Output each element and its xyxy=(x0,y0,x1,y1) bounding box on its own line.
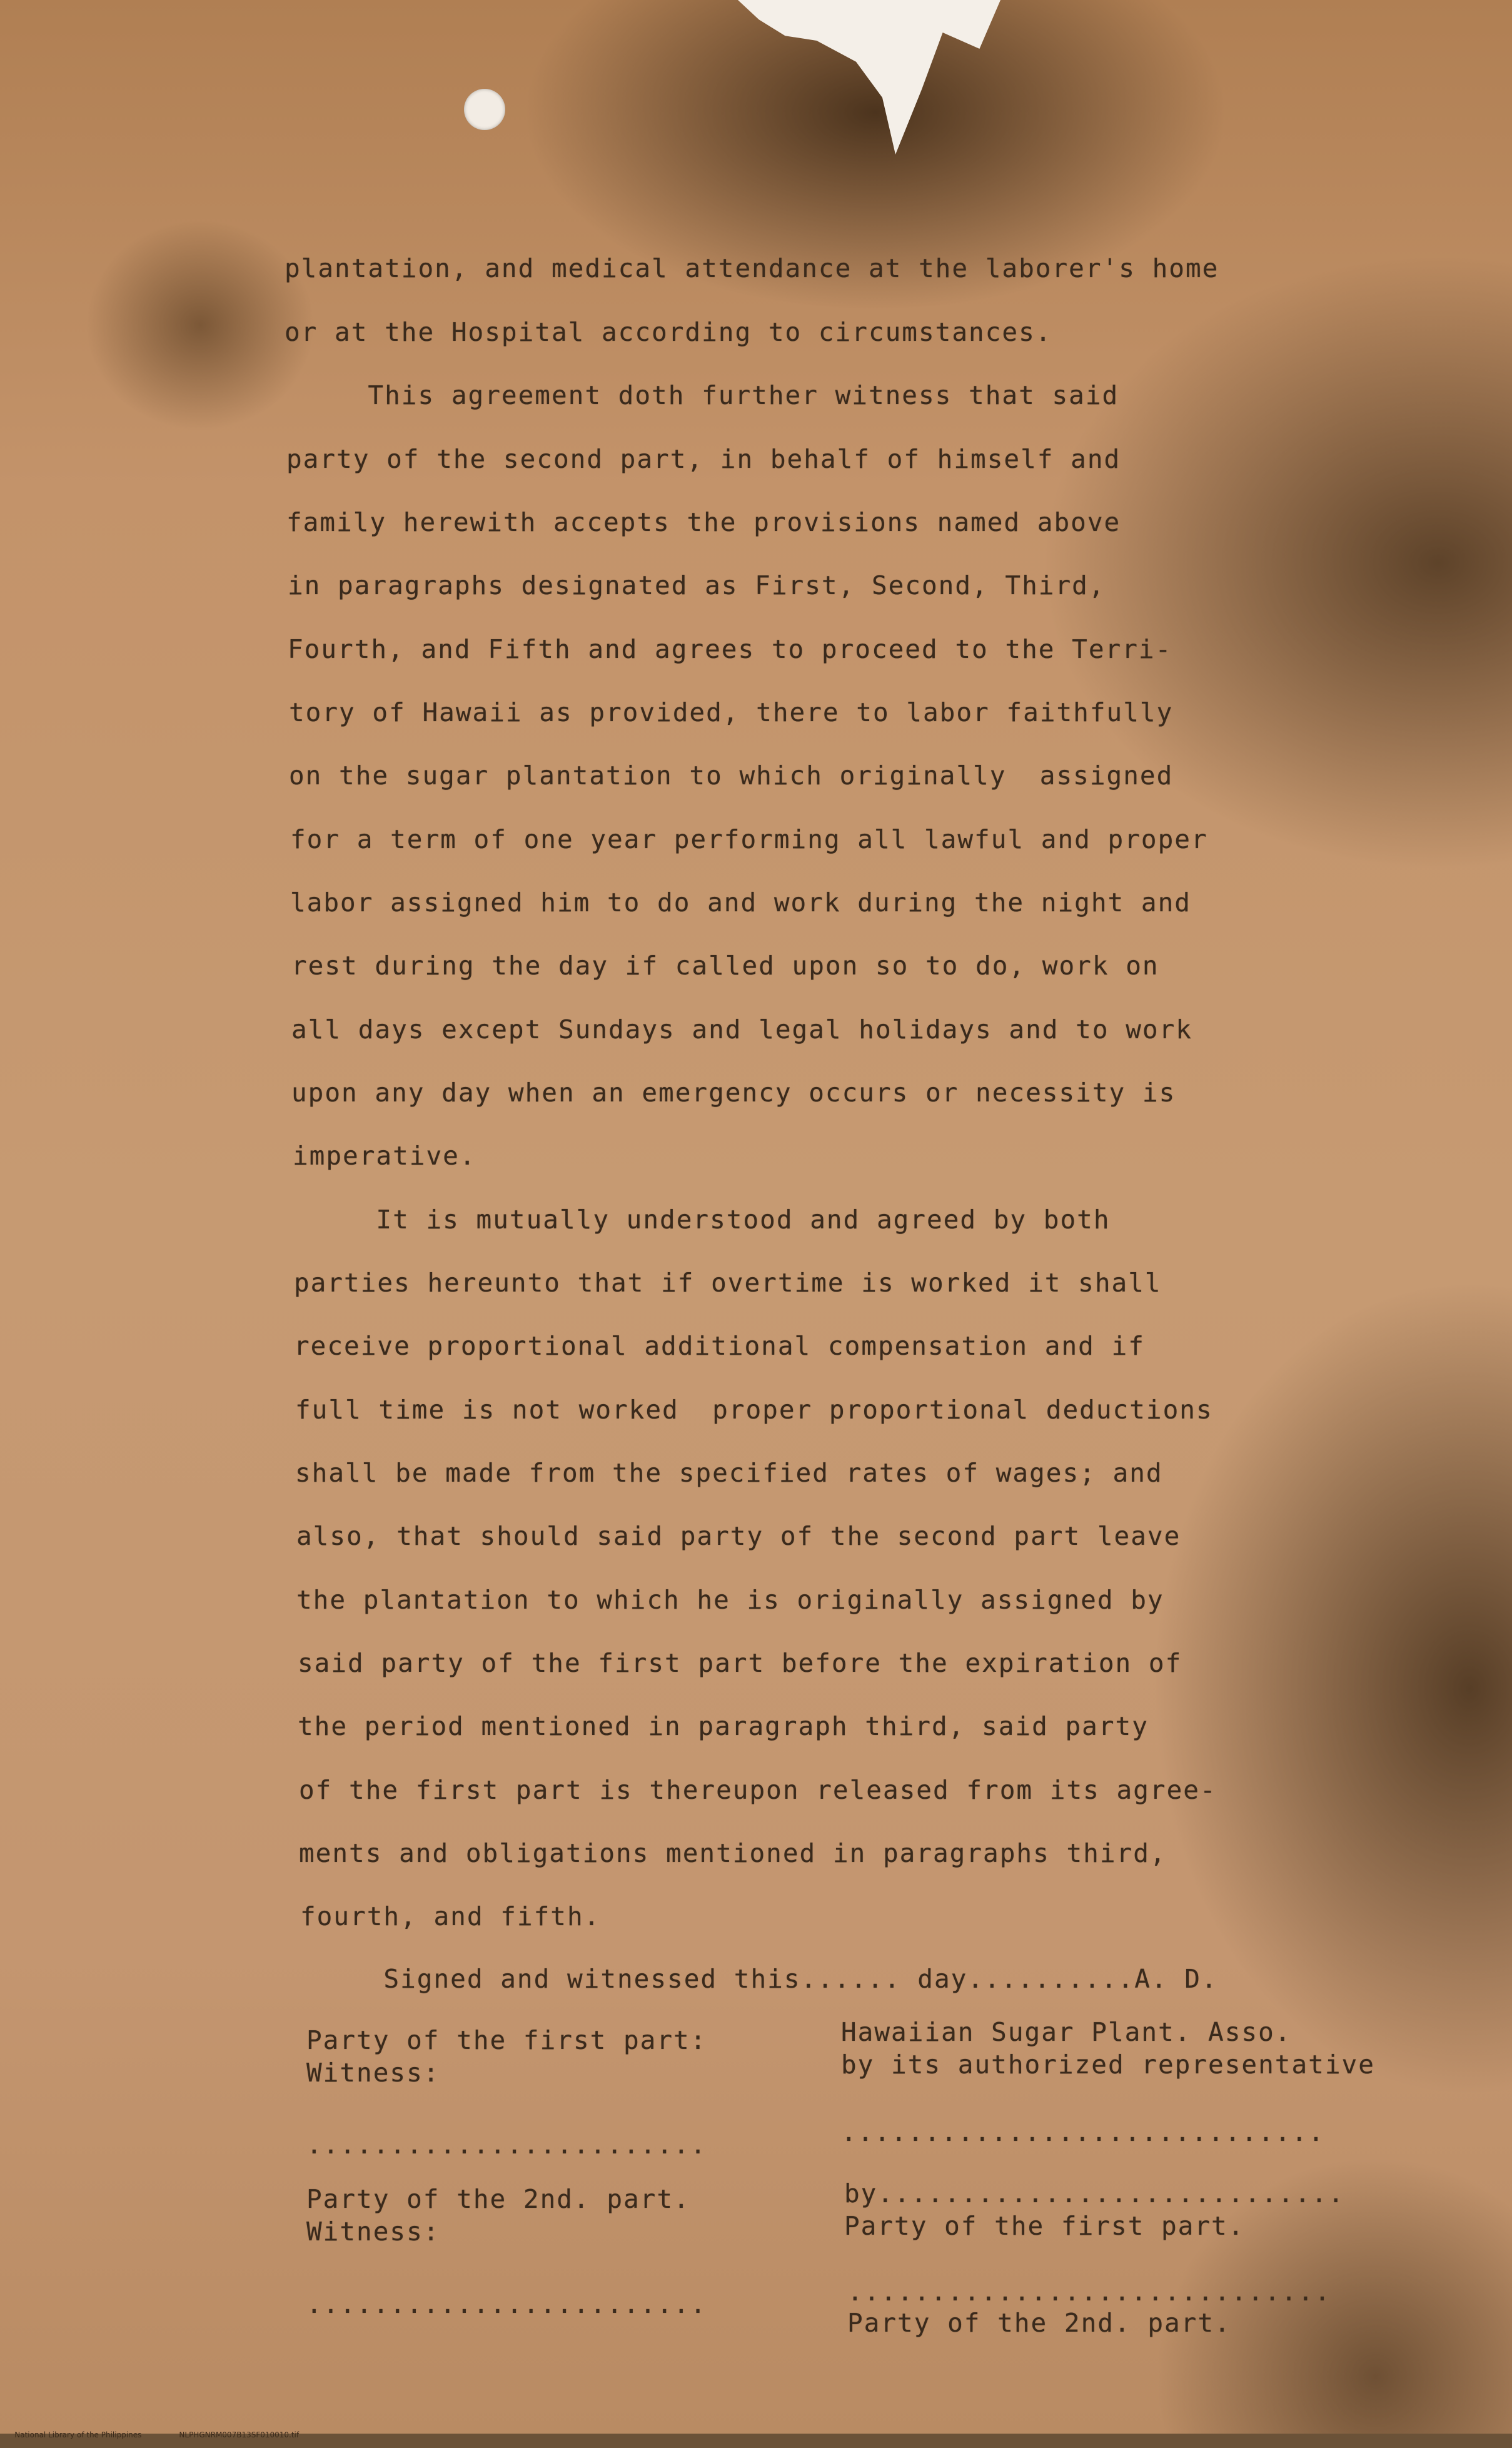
body-line: This agreement doth further witness that said xyxy=(285,380,1119,410)
library-name: National Library of the Philippines xyxy=(14,2430,142,2439)
second-witness-label: Witness: xyxy=(306,2217,440,2247)
body-line: It is mutually understood and agreed by both xyxy=(293,1205,1111,1235)
representative-signature-line: ............................. xyxy=(841,2117,1325,2147)
punch-hole xyxy=(464,89,505,130)
body-line: in paragraphs designated as First, Second, Third, xyxy=(288,570,1106,600)
first-party-label: Party of the first part: xyxy=(306,2025,707,2055)
body-line: Fourth, and Fifth and agrees to proceed to the Terri- xyxy=(288,634,1172,664)
body-line: rest during the day if called upon so to do, work on xyxy=(291,951,1159,981)
body-line: for a term of one year performing all lawful and proper xyxy=(290,824,1208,854)
signed-witnessed-line: Signed and witnessed this...... day..........A. D. xyxy=(300,1964,1218,1994)
company-name: Hawaiian Sugar Plant. Asso. xyxy=(841,2017,1292,2047)
first-witness-signature-line: ........................ xyxy=(306,2130,707,2160)
body-line: upon any day when an emergency occurs or necessity is xyxy=(291,1078,1176,1108)
torn-corner xyxy=(738,0,1000,163)
body-line: also, that should said party of the second part leave xyxy=(296,1521,1181,1551)
body-line: family herewith accepts the provisions named above xyxy=(286,507,1121,537)
by-signature-line: by............................ xyxy=(844,2178,1345,2208)
body-line: the period mentioned in paragraph third, said party xyxy=(298,1711,1149,1741)
body-line: or at the Hospital according to circumstances. xyxy=(285,317,1052,347)
second-party-caption: Party of the 2nd. part. xyxy=(847,2308,1231,2338)
body-line: ments and obligations mentioned in paragraphs third, xyxy=(299,1838,1167,1868)
body-line: full time is not worked proper proportional deductions xyxy=(295,1395,1213,1425)
second-party-signature-line: ............................. xyxy=(847,2277,1331,2307)
body-line: of the first part is thereupon released from its agree- xyxy=(299,1775,1217,1805)
company-representative: by its authorized representative xyxy=(841,2050,1375,2080)
body-line: party of the second part, in behalf of himself and xyxy=(286,444,1121,474)
first-party-caption: Party of the first part. xyxy=(844,2211,1245,2241)
body-line: plantation, and medical attendance at the laborer's home xyxy=(285,253,1219,283)
second-party-label: Party of the 2nd. part. xyxy=(306,2184,690,2214)
body-line: all days except Sundays and legal holidays and to work xyxy=(291,1014,1192,1044)
second-witness-signature-line: ........................ xyxy=(306,2289,707,2319)
file-id: NLPHGNRM007B13SF010010.tif xyxy=(179,2430,300,2439)
body-line: imperative. xyxy=(293,1141,476,1171)
body-line: said party of the first part before the expiration of xyxy=(298,1648,1182,1678)
body-line: tory of Hawaii as provided, there to labor faithfully xyxy=(289,697,1174,727)
body-line: labor assigned him to do and work during the night and xyxy=(290,888,1191,918)
body-line: shall be made from the specified rates of wages; and xyxy=(295,1458,1163,1488)
archive-footer xyxy=(5,2422,336,2448)
body-line: parties hereunto that if overtime is worked it shall xyxy=(294,1268,1162,1298)
body-line: on the sugar plantation to which originally assigned xyxy=(289,761,1174,791)
body-line: the plantation to which he is originally assigned by xyxy=(296,1585,1164,1615)
first-witness-label: Witness: xyxy=(306,2058,440,2088)
body-line: receive proportional additional compensation and if xyxy=(294,1331,1145,1361)
body-line: fourth, and fifth. xyxy=(300,1901,601,1931)
